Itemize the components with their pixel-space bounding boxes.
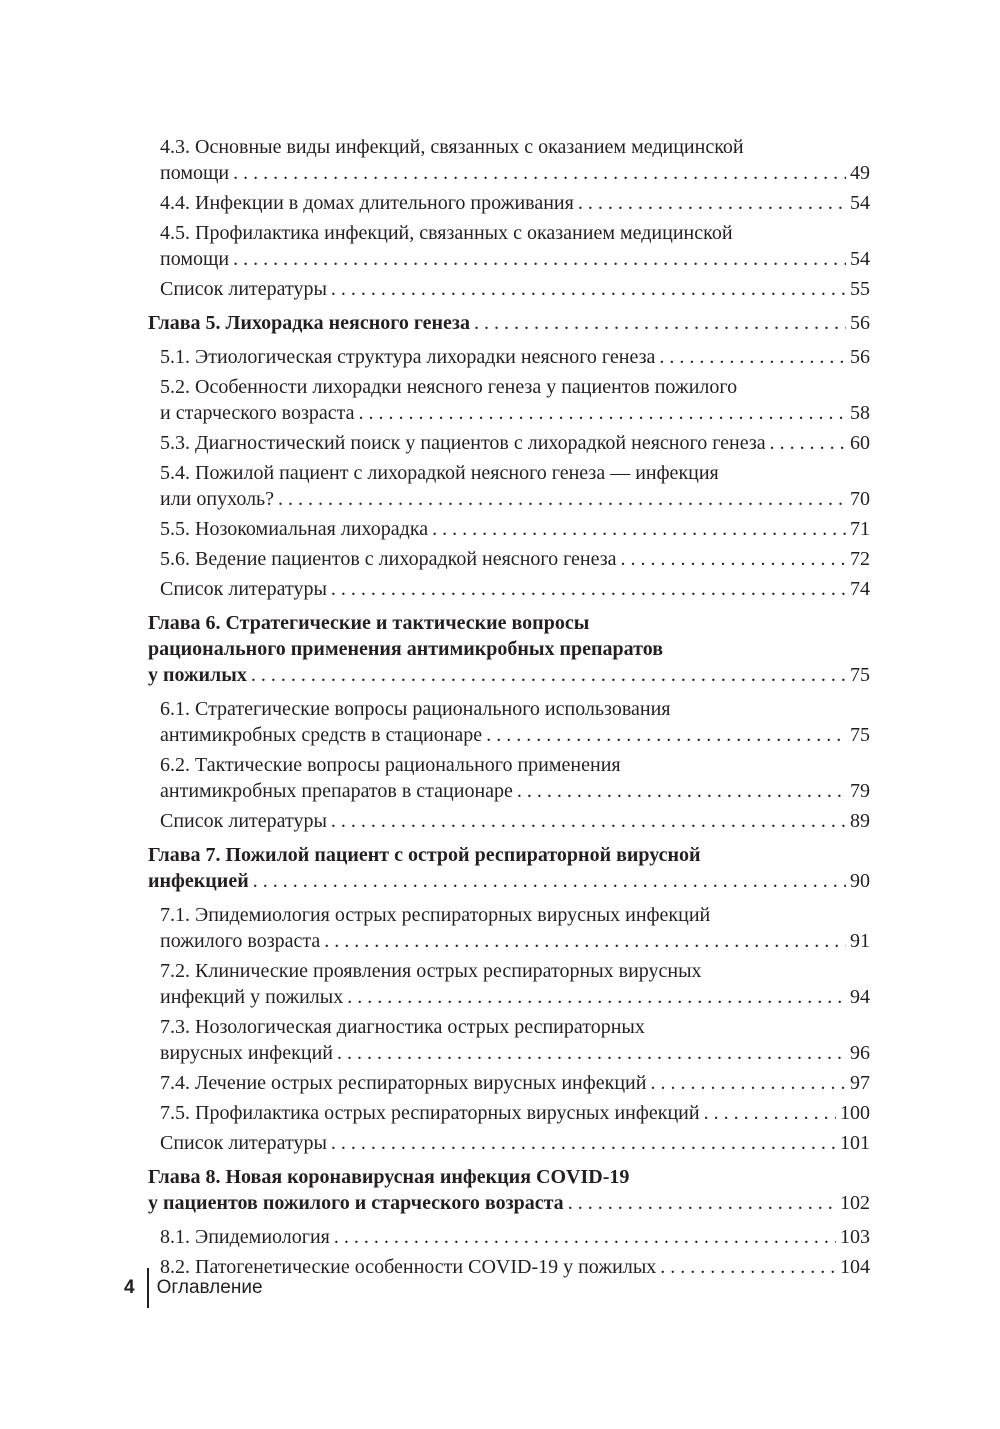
- toc-entry-title-line: помощи: [160, 248, 230, 270]
- toc-entry[interactable]: [148, 460, 870, 512]
- toc-page-number: 90: [850, 870, 870, 892]
- toc-page-number: 94: [850, 986, 870, 1008]
- toc-page-number: 54: [850, 248, 870, 270]
- toc-page-number: 79: [850, 780, 870, 802]
- toc-entry-title-line: 5.5. Нозокомиальная лихорадка: [160, 518, 429, 540]
- toc-chapter[interactable]: [148, 842, 870, 894]
- toc-entry[interactable]: [148, 1014, 870, 1066]
- toc-entry-title-line: 5.3. Диагностический поиск у пациентов с лихорадкой неясного генеза: [160, 432, 766, 454]
- toc-entry-title-line: 7.1. Эпидемиология острых респираторных вирусных инфекций: [160, 904, 711, 926]
- toc-entry[interactable]: [148, 752, 870, 804]
- toc-page-number: 56: [850, 312, 870, 334]
- toc-page-number: 70: [850, 488, 870, 510]
- toc-page-number: 71: [850, 518, 870, 540]
- toc-entry-title-line: 4.4. Инфекции в домах длительного проживания: [160, 192, 574, 214]
- dot-leader: [229, 246, 846, 272]
- toc-entry-title-line: Список литературы: [160, 578, 327, 600]
- toc-entry[interactable]: [148, 958, 870, 1010]
- toc-entry-title-line: у пациентов пожилого и старческого возраста: [148, 1192, 564, 1214]
- dot-leader: [700, 1100, 836, 1126]
- dot-leader: [327, 1130, 836, 1156]
- toc-entry-title-line: и старческого возраста: [160, 402, 355, 424]
- toc-entry-title-line: 7.3. Нозологическая диагностика острых респираторных: [160, 1016, 645, 1038]
- toc-entry-title-line: 5.1. Этиологическая структура лихорадки неясного генеза: [160, 346, 656, 368]
- dot-leader: [327, 276, 846, 302]
- toc-entry-title-line: инфекцией: [148, 870, 249, 892]
- toc-entry[interactable]: [148, 220, 870, 272]
- toc-entry[interactable]: [148, 516, 870, 542]
- toc-page-number: 72: [850, 548, 870, 570]
- toc-entry-title-line: вирусных инфекций: [160, 1042, 333, 1064]
- dot-leader: [646, 1070, 846, 1096]
- dot-leader: [564, 1190, 836, 1216]
- dot-leader: [655, 344, 846, 370]
- toc-entry[interactable]: [148, 576, 870, 602]
- dot-leader: [249, 868, 846, 894]
- toc-entry-title-line: 5.4. Пожилой пациент с лихорадкой неясного генеза — инфекция: [160, 462, 719, 484]
- toc-entry-title-line: 4.5. Профилактика инфекций, связанных с оказанием медицинской: [160, 222, 733, 244]
- toc-page-number: 89: [850, 810, 870, 832]
- toc-page-number: 100: [840, 1102, 870, 1124]
- toc-entry-title-line: 4.3. Основные виды инфекций, связанных с оказанием медицинской: [160, 136, 744, 158]
- toc-entry-title-line: антимикробных препаратов в стационаре: [160, 780, 513, 802]
- toc-entry[interactable]: [148, 1070, 870, 1096]
- dot-leader: [354, 400, 846, 426]
- toc-chapter[interactable]: [148, 1164, 870, 1216]
- dot-leader: [428, 516, 846, 542]
- toc-entry[interactable]: [148, 696, 870, 748]
- toc-entry[interactable]: [148, 374, 870, 426]
- dot-leader: [327, 576, 846, 602]
- toc-entry[interactable]: [148, 190, 870, 216]
- toc-entry-title-line: 8.2. Патогенетические особенности COVID-19 у пожилых: [160, 1256, 657, 1278]
- toc-entry-title-line: у пожилых: [148, 664, 247, 686]
- toc-page-number: 101: [840, 1132, 870, 1154]
- dot-leader: [617, 546, 846, 572]
- toc-entry-title-line: 5.2. Особенности лихорадки неясного генеза у пациентов пожилого: [160, 376, 738, 398]
- toc-entry-title-line: Глава 6. Стратегические и тактические вопросы: [148, 612, 590, 634]
- toc-page-number: 56: [850, 346, 870, 368]
- toc-entry[interactable]: [148, 276, 870, 302]
- toc-page-number: 91: [850, 930, 870, 952]
- toc-entry-title-line: 5.6. Ведение пациентов с лихорадкой неясного генеза: [160, 548, 617, 570]
- toc-page-number: 54: [850, 192, 870, 214]
- dot-leader: [229, 160, 846, 186]
- toc-entry-title-line: Глава 5. Лихорадка неясного генеза: [148, 312, 470, 334]
- toc-entry-title-line: 7.4. Лечение острых респираторных вирусных инфекций: [160, 1072, 647, 1094]
- toc-entry-title-line: антимикробных средств в стационаре: [160, 724, 483, 746]
- toc-entry-title-line: Глава 8. Новая коронавирусная инфекция COVID-19: [148, 1166, 630, 1188]
- toc-page-number: 75: [850, 724, 870, 746]
- toc-entry-title-line: помощи: [160, 162, 230, 184]
- toc-entry[interactable]: [148, 1130, 870, 1156]
- footer-divider: [147, 1268, 149, 1308]
- toc-entry[interactable]: [148, 134, 870, 186]
- toc-entry[interactable]: [148, 1224, 870, 1250]
- toc-entry-title-line: инфекций у пожилых: [160, 986, 344, 1008]
- dot-leader: [274, 486, 846, 512]
- toc-page-number: 102: [840, 1192, 870, 1214]
- toc-page-number: 103: [840, 1226, 870, 1248]
- toc-entry-title-line: пожилого возраста: [160, 930, 321, 952]
- toc-entry[interactable]: [148, 430, 870, 456]
- dot-leader: [482, 722, 846, 748]
- dot-leader: [330, 1224, 836, 1250]
- toc-entry-title-line: Список литературы: [160, 278, 327, 300]
- dot-leader: [327, 808, 846, 834]
- toc-page-number: 55: [850, 278, 870, 300]
- toc-entry-title-line: 6.2. Тактические вопросы рационального применения: [160, 754, 621, 776]
- toc-entry-title-line: Глава 7. Пожилой пациент с острой респираторной вирусной: [148, 844, 701, 866]
- toc-entry-title-line: рационального применения антимикробных препаратов: [148, 638, 664, 660]
- page-footer: [124, 1268, 263, 1308]
- toc-page-number: 97: [850, 1072, 870, 1094]
- dot-leader: [333, 1040, 846, 1066]
- toc-entry-title-line: Список литературы: [160, 810, 327, 832]
- dot-leader: [470, 310, 846, 336]
- toc-page-number: 75: [850, 664, 870, 686]
- dot-leader: [766, 430, 846, 456]
- toc-page-number: 58: [850, 402, 870, 424]
- toc-entry-title-line: Список литературы: [160, 1132, 327, 1154]
- toc-entry[interactable]: [148, 546, 870, 572]
- running-title: Оглавление: [156, 1277, 263, 1298]
- toc-chapter[interactable]: [148, 610, 870, 688]
- toc-entry-title-line: 7.5. Профилактика острых респираторных вирусных инфекций: [160, 1102, 700, 1124]
- dot-leader: [656, 1254, 836, 1280]
- toc-page-number: 60: [850, 432, 870, 454]
- page-number: 4: [124, 1277, 135, 1298]
- toc-entry[interactable]: [148, 808, 870, 834]
- toc-page-number: 104: [840, 1256, 870, 1278]
- dot-leader: [247, 662, 846, 688]
- toc-chapter[interactable]: [148, 310, 870, 336]
- toc-entry-title-line: 7.2. Клинические проявления острых респираторных вирусных: [160, 960, 702, 982]
- toc-entry[interactable]: [148, 1100, 870, 1126]
- dot-leader: [320, 928, 846, 954]
- toc-entry-title-line: 8.1. Эпидемиология: [160, 1226, 330, 1248]
- toc-page-number: 74: [850, 578, 870, 600]
- toc-entry-title-line: или опухоль?: [160, 488, 275, 510]
- toc-entry[interactable]: [148, 902, 870, 954]
- toc-entry-title-line: 6.1. Стратегические вопросы рационального использования: [160, 698, 671, 720]
- table-of-contents: [148, 134, 870, 1280]
- toc-entry[interactable]: [148, 344, 870, 370]
- toc-page-number: 49: [850, 162, 870, 184]
- dot-leader: [513, 778, 846, 804]
- dot-leader: [343, 984, 846, 1010]
- toc-page-number: 96: [850, 1042, 870, 1064]
- dot-leader: [574, 190, 846, 216]
